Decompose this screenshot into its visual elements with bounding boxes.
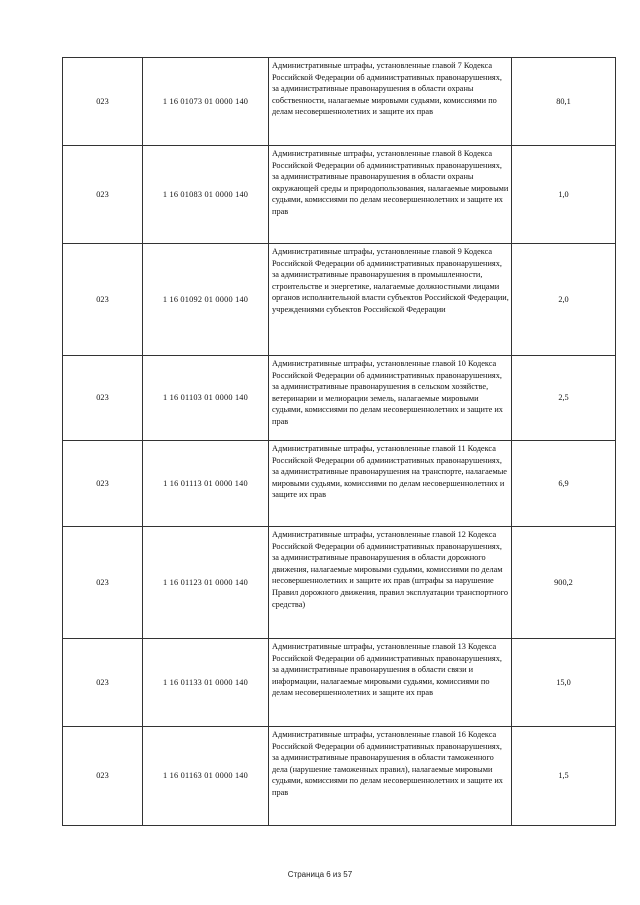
amount-cell: 900,2 xyxy=(512,527,616,639)
admin-code-cell: 023 xyxy=(63,441,143,527)
table-body xyxy=(63,58,616,826)
budget-table xyxy=(62,57,616,826)
kbk-code-cell: 1 16 01133 01 0000 140 xyxy=(143,639,269,727)
kbk-code-cell: 1 16 01083 01 0000 140 xyxy=(143,146,269,244)
amount-cell: 1,5 xyxy=(512,727,616,826)
table-row xyxy=(63,727,616,826)
admin-code-cell: 023 xyxy=(63,527,143,639)
admin-code-cell: 023 xyxy=(63,356,143,441)
table-row xyxy=(63,441,616,527)
description-cell: Административные штрафы, установленные главой 8 Кодекса Российской Федерации об административных правонарушениях, за административные правонарушения в области охраны окружающей среды и природопользования, налагаемые мировыми судьями, комиссиями по делам несовершеннолетних и защите их прав xyxy=(269,146,512,244)
description-cell: Административные штрафы, установленные главой 16 Кодекса Российской Федерации об административных правонарушениях, за административные правонарушения в области таможенного дела (нарушение таможенных правил), налагаемые мировыми судьями, комиссиями по делам несовершеннолетних и защите их прав xyxy=(269,727,512,826)
kbk-code-cell: 1 16 01073 01 0000 140 xyxy=(143,58,269,146)
kbk-code-cell: 1 16 01163 01 0000 140 xyxy=(143,727,269,826)
table-row xyxy=(63,639,616,727)
table-row xyxy=(63,58,616,146)
admin-code-cell: 023 xyxy=(63,146,143,244)
amount-cell: 80,1 xyxy=(512,58,616,146)
admin-code-cell: 023 xyxy=(63,727,143,826)
table-row xyxy=(63,244,616,356)
description-cell: Административные штрафы, установленные главой 13 Кодекса Российской Федерации об административных правонарушениях, за административные правонарушения в области связи и информации, налагаемые мировыми судьями, комиссиями по делам несовершеннолетних и защите их прав xyxy=(269,639,512,727)
amount-cell: 2,0 xyxy=(512,244,616,356)
admin-code-cell: 023 xyxy=(63,639,143,727)
page-footer: Страница 6 из 57 xyxy=(287,870,353,879)
amount-cell: 1,0 xyxy=(512,146,616,244)
description-cell: Административные штрафы, установленные главой 7 Кодекса Российской Федерации об административных правонарушениях, за административные правонарушения в области охраны собственности, налагаемые мировыми судьями, комиссиями по делам несовершеннолетних и защите их прав xyxy=(269,58,512,146)
table-row xyxy=(63,146,616,244)
amount-cell: 2,5 xyxy=(512,356,616,441)
description-cell: Административные штрафы, установленные главой 9 Кодекса Российской Федерации об административных правонарушениях, за административные правонарушения в промышленности, строительстве и энергетике, налагаемые должностными лицами органов исполнительной власти субъектов Российской Федерации, учреждениями субъектов Российской Федерации xyxy=(269,244,512,356)
admin-code-cell: 023 xyxy=(63,58,143,146)
kbk-code-cell: 1 16 01092 01 0000 140 xyxy=(143,244,269,356)
kbk-code-cell: 1 16 01113 01 0000 140 xyxy=(143,441,269,527)
table-row xyxy=(63,527,616,639)
amount-cell: 15,0 xyxy=(512,639,616,727)
amount-cell: 6,9 xyxy=(512,441,616,527)
description-cell: Административные штрафы, установленные главой 11 Кодекса Российской Федерации об административных правонарушениях, за административные правонарушения на транспорте, налагаемые мировыми судьями, комиссиями по делам несовершеннолетних и защите их прав xyxy=(269,441,512,527)
kbk-code-cell: 1 16 01103 01 0000 140 xyxy=(143,356,269,441)
table-row xyxy=(63,356,616,441)
description-cell: Административные штрафы, установленные главой 10 Кодекса Российской Федерации об административных правонарушениях, за административные правонарушения в сельском хозяйстве, ветеринарии и мелиорации земель, налагаемые мировыми судьями, комиссиями по делам несовершеннолетних и защите их прав xyxy=(269,356,512,441)
kbk-code-cell: 1 16 01123 01 0000 140 xyxy=(143,527,269,639)
admin-code-cell: 023 xyxy=(63,244,143,356)
description-cell: Административные штрафы, установленные главой 12 Кодекса Российской Федерации об административных правонарушениях, за административные правонарушения в области дорожного движения, налагаемые мировыми судьями, комиссиями по делам несовершеннолетних и защите их прав (штрафы за нарушение Правил дорожного движения, правил эксплуатации транспортного средства) xyxy=(269,527,512,639)
